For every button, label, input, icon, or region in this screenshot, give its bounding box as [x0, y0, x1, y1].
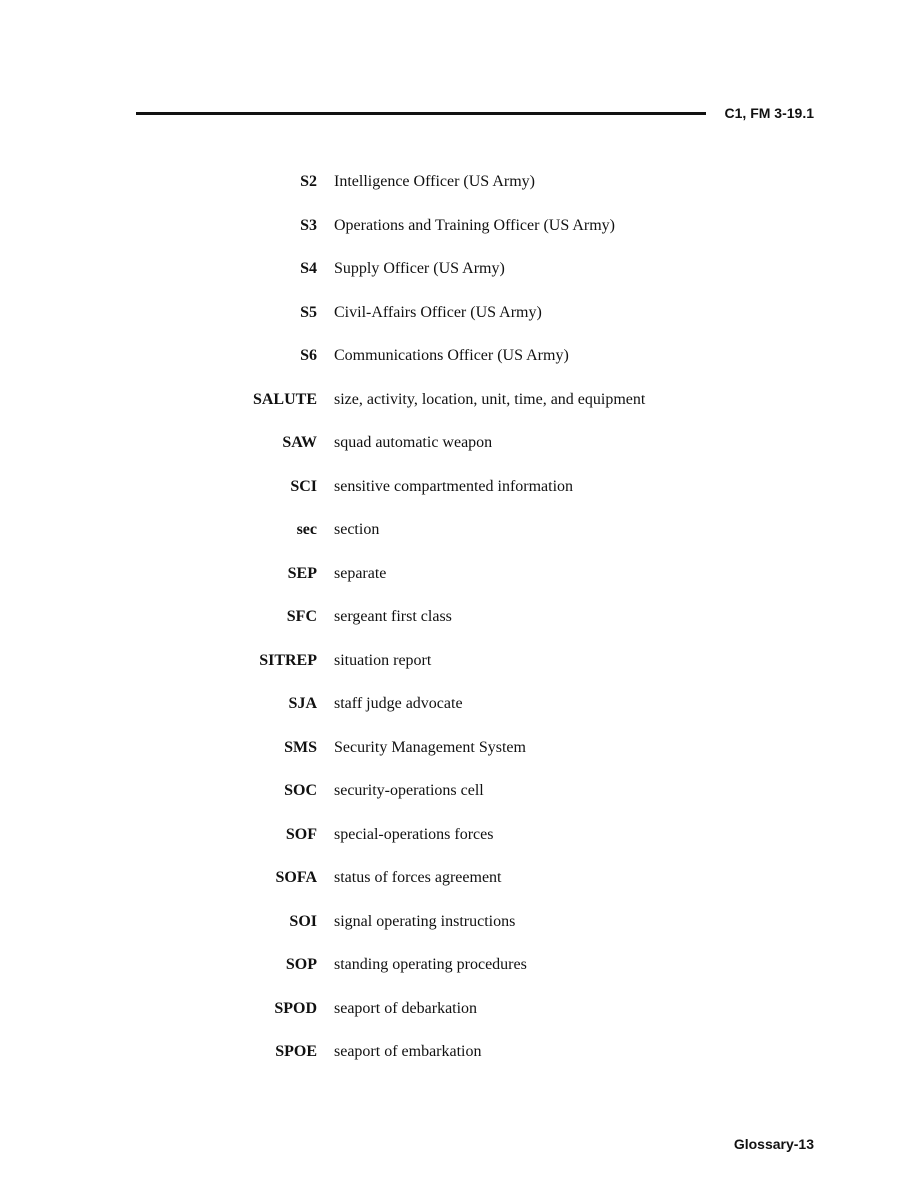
glossary-definition: Operations and Training Officer (US Army) [334, 216, 615, 234]
glossary-definition: Supply Officer (US Army) [334, 260, 505, 277]
glossary-definition: staff judge advocate [334, 695, 463, 712]
glossary-entry [0, 954, 923, 998]
glossary-definition: size, activity, location, unit, time, and equipment [334, 390, 646, 408]
header-rule [136, 112, 706, 115]
glossary-entry [0, 171, 923, 215]
glossary-term: SPOE [275, 1043, 317, 1060]
glossary-definition: sensitive compartmented information [334, 477, 574, 495]
glossary-entry [0, 389, 923, 433]
glossary-entry [0, 780, 923, 824]
glossary-term: SOP [285, 956, 317, 973]
glossary-definition: special-operations forces [334, 825, 494, 843]
glossary-entry [0, 824, 923, 868]
glossary-entry [0, 345, 923, 389]
glossary-definition: security-operations cell [334, 782, 484, 799]
glossary-term: SCI [290, 477, 317, 495]
glossary-entry [0, 693, 923, 737]
glossary-definition: section [334, 521, 380, 538]
glossary-term: SMS [284, 738, 317, 756]
glossary-entry [0, 215, 923, 259]
glossary-entry [0, 476, 923, 520]
glossary-term: S2 [300, 173, 317, 190]
glossary-entry [0, 519, 923, 563]
glossary-entry [0, 998, 923, 1042]
glossary-term: SPOD [274, 999, 317, 1017]
glossary-definition: signal operating instructions [334, 912, 516, 930]
glossary-entry [0, 650, 923, 694]
glossary-definition: Communications Officer (US Army) [334, 347, 569, 364]
document-id: C1, FM 3-19.1 [724, 105, 814, 121]
glossary-term: SALUTE [252, 390, 317, 408]
glossary-entry [0, 1041, 923, 1085]
glossary-definition: seaport of debarkation [334, 999, 478, 1017]
glossary-definition: standing operating procedures [334, 956, 527, 973]
glossary-entry [0, 737, 923, 781]
glossary-term: sec [296, 521, 317, 538]
glossary-definition: seaport of embarkation [334, 1043, 482, 1060]
glossary-term: S3 [300, 216, 317, 234]
glossary-list [0, 171, 923, 1085]
glossary-entry [0, 911, 923, 955]
glossary-term: S4 [300, 260, 317, 277]
glossary-entry [0, 432, 923, 476]
glossary-definition: sergeant first class [334, 608, 452, 625]
glossary-term: SOFA [275, 869, 317, 886]
glossary-entry [0, 258, 923, 302]
page-number: Glossary-13 [733, 1136, 814, 1152]
glossary-term: SFC [286, 608, 317, 625]
glossary-term: SOI [289, 912, 317, 930]
glossary-term: S5 [300, 303, 317, 321]
glossary-term: SOC [284, 782, 317, 799]
glossary-term: SJA [288, 695, 317, 712]
glossary-definition: separate [334, 564, 387, 582]
glossary-term: S6 [300, 347, 317, 364]
glossary-definition: Civil-Affairs Officer (US Army) [334, 303, 542, 321]
glossary-definition: situation report [334, 651, 432, 669]
glossary-term: SITREP [259, 651, 317, 669]
glossary-definition: Intelligence Officer (US Army) [334, 173, 535, 190]
glossary-entry [0, 302, 923, 346]
glossary-definition: Security Management System [334, 738, 526, 756]
glossary-term: SEP [287, 564, 317, 582]
glossary-term: SOF [285, 825, 317, 843]
glossary-definition: squad automatic weapon [334, 434, 493, 451]
glossary-term: SAW [282, 434, 317, 451]
glossary-definition: status of forces agreement [334, 869, 502, 886]
glossary-entry [0, 563, 923, 607]
glossary-entry [0, 867, 923, 911]
glossary-entry [0, 606, 923, 650]
